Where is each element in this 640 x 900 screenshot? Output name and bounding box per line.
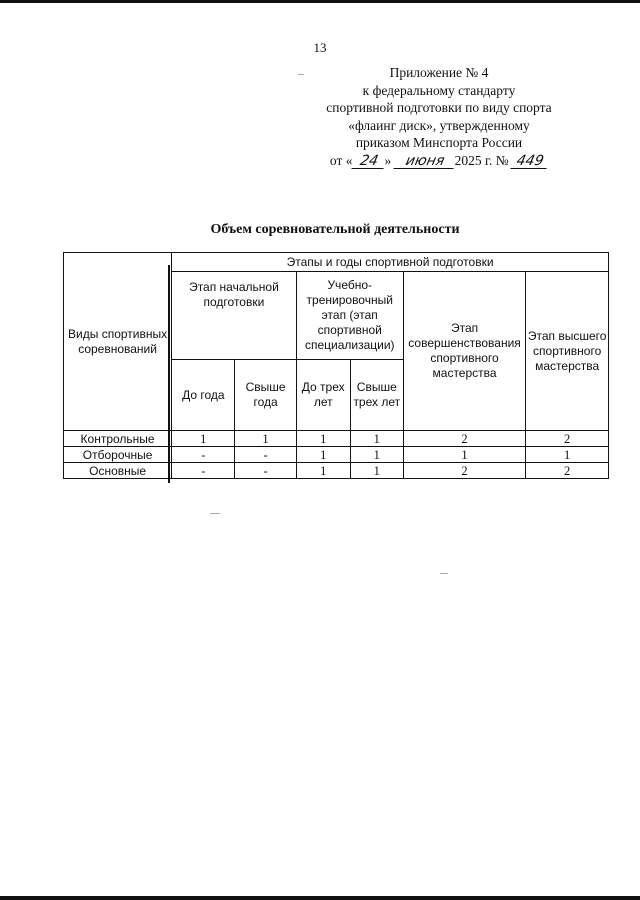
annex-title: Приложение № 4 — [389, 65, 489, 80]
table-cell: 1 — [296, 431, 350, 447]
annex-date-line — [289, 152, 589, 170]
annex-line-sport: спортивной подготовки по виду спорта — [326, 100, 552, 115]
document-title: Объем соревновательной деятельности — [210, 222, 460, 237]
table-cell: 1 — [296, 447, 350, 463]
date-prefix: от « — [329, 152, 353, 168]
table-cell: 2 — [403, 463, 525, 479]
table-cell: 1 — [350, 431, 403, 447]
header-initial-up-to-year: До года — [172, 360, 235, 431]
table-cell: 1 — [296, 463, 350, 479]
row-label: Контрольные — [64, 431, 172, 447]
date-mid: » — [384, 152, 392, 168]
table-cell: - — [235, 447, 296, 463]
handwritten-order-number: 449 — [510, 154, 549, 169]
table-divider-line — [168, 265, 170, 483]
competition-volume-table — [63, 252, 609, 479]
header-initial-over-year: Свыше года — [235, 360, 296, 431]
table-cell: 1 — [403, 447, 525, 463]
table-row — [64, 447, 609, 463]
table-cell: 2 — [403, 431, 525, 447]
handwritten-day: 24 — [351, 154, 386, 169]
table-cell: 2 — [526, 431, 609, 447]
row-label: Основные — [64, 463, 172, 479]
handwritten-month: июня — [393, 154, 456, 169]
table-cell: - — [172, 447, 235, 463]
date-year: 2025 г. № — [454, 152, 509, 168]
header-training-over-three: Свыше трех лет — [350, 360, 403, 431]
table-cell: 1 — [350, 463, 403, 479]
table-cell: - — [235, 463, 296, 479]
page-number: 13 — [313, 40, 327, 55]
table-row — [64, 431, 609, 447]
header-stages-years: Этапы и годы спортивной подготовки — [172, 253, 609, 272]
row-label: Отборочные — [64, 447, 172, 463]
annex-line-order: приказом Минспорта России — [355, 135, 523, 150]
annex-header — [289, 64, 589, 169]
table-cell: 1 — [235, 431, 296, 447]
table-cell: 2 — [526, 463, 609, 479]
table-cell: 1 — [172, 431, 235, 447]
scan-speck — [210, 513, 220, 514]
header-initial-stage: Этап начальной подготовки — [172, 272, 297, 360]
table-cell: 1 — [350, 447, 403, 463]
annex-line-standard: к федеральному стандарту — [362, 82, 516, 98]
header-training-stage: Учебно-тренировочный этап (этап спортивной специализации) — [296, 272, 403, 360]
table-cell: - — [172, 463, 235, 479]
annex-line-approved: «флаинг диск», утвержденному — [348, 117, 530, 133]
header-training-up-to-three: До трех лет — [296, 360, 350, 431]
header-improvement-stage: Этап совершенствования спортивного мастерства — [403, 272, 525, 431]
table-cell: 1 — [526, 447, 609, 463]
header-higher-stage: Этап высшего спортивного мастерства — [526, 272, 609, 431]
scan-top-edge — [0, 0, 640, 3]
scan-speck — [440, 573, 448, 574]
header-competition-kinds: Виды спортивных соревнований — [64, 253, 172, 431]
table-row — [64, 463, 609, 479]
scan-bottom-edge — [0, 896, 640, 900]
scan-speck — [298, 74, 304, 75]
